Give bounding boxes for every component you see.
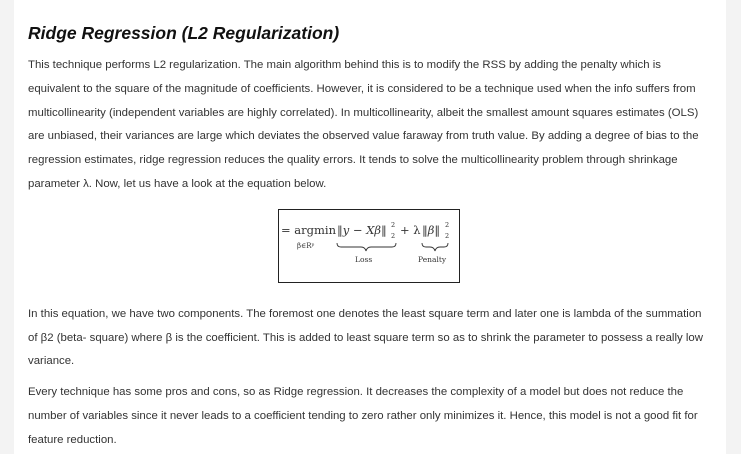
equation-figure: [28, 205, 710, 297]
eq-loss-term: ‖y − Xβ‖: [337, 222, 387, 237]
eq-penalty-exp: 2: [445, 220, 450, 229]
ridge-equation: [278, 209, 460, 283]
equation-svg: [279, 210, 458, 281]
eq-plus-lambda: + λ: [400, 222, 421, 237]
eq-penalty-label: Penalty: [418, 254, 447, 264]
loss-underbrace: [337, 243, 396, 251]
eq-penalty-sub: 2: [445, 231, 450, 240]
eq-penalty-term: ‖β‖: [422, 222, 441, 237]
eq-subscript: β∈Rᵖ: [297, 241, 315, 250]
article-title: Ridge Regression (L2 Regularization): [28, 23, 340, 43]
pros-cons-paragraph: Every technique has some pros and cons, so as Ridge regression. It decreases the complexity of a model but does not reduce the number of variables since it never leads to a coefficient tending to zero rather only minimizes it. Hence, this model is not a good fit for feature reduction.: [28, 386, 698, 446]
eq-argmin: = argmin: [281, 222, 336, 237]
eq-loss-exp: 2: [391, 220, 396, 229]
components-paragraph: In this equation, we have two components. The foremost one denotes the least square term and later one is lambda of the summation of β2 (beta- square) where β is the coefficient. This is added to least square term so as to shrink the parameter to possess a really low variance.: [28, 307, 703, 368]
eq-loss-sub: 2: [391, 231, 396, 240]
penalty-underbrace: [422, 243, 448, 251]
eq-loss-label: Loss: [355, 254, 373, 264]
article-card: [14, 0, 726, 454]
intro-paragraph: This technique performs L2 regularization. The main algorithm behind this is to modify the RSS by adding the penalty which is equivalent to the square of the magnitude of coefficients. However, it is considered to be a technique used when the info suffers from multicollinearity (independent variables are highly correlated). In multicollinearity, albeit the smallest amount squares estimates (OLS) are unbiased, their variances are large which deviates the observed value faraway from truth value. By adding a degree of bias to the regression estimates, ridge regression reduces the quality errors. It tends to solve the multicollinearity problem through shrinkage parameter λ. Now, let us have a look at the equation below.: [28, 59, 699, 190]
